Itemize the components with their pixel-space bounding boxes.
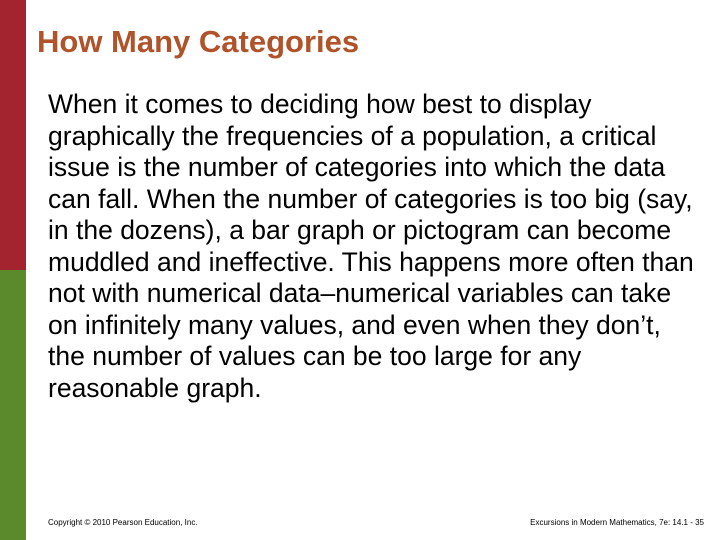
footer-book-reference: Excursions in Modern Mathematics, 7e: 14.1 - 35 <box>530 518 704 527</box>
slide-body-text: When it comes to deciding how best to display graphically the frequencies of a population, a critical issue is the number of categories into which the data can fall. When the number of categories is too big (say, in the dozens), a bar graph or pictogram can become muddled and ineffective. This happens more often than not with numerical data–numerical variables can take on infinitely many values, and even when they don’t, the number of values can be too large for any reasonable graph. <box>48 89 694 403</box>
footer-copyright: Copyright © 2010 Pearson Education, Inc. <box>48 518 198 527</box>
slide-title: How Many Categories <box>37 24 360 59</box>
side-bar-top-accent <box>0 0 26 270</box>
side-bar-bottom-accent <box>0 270 26 540</box>
